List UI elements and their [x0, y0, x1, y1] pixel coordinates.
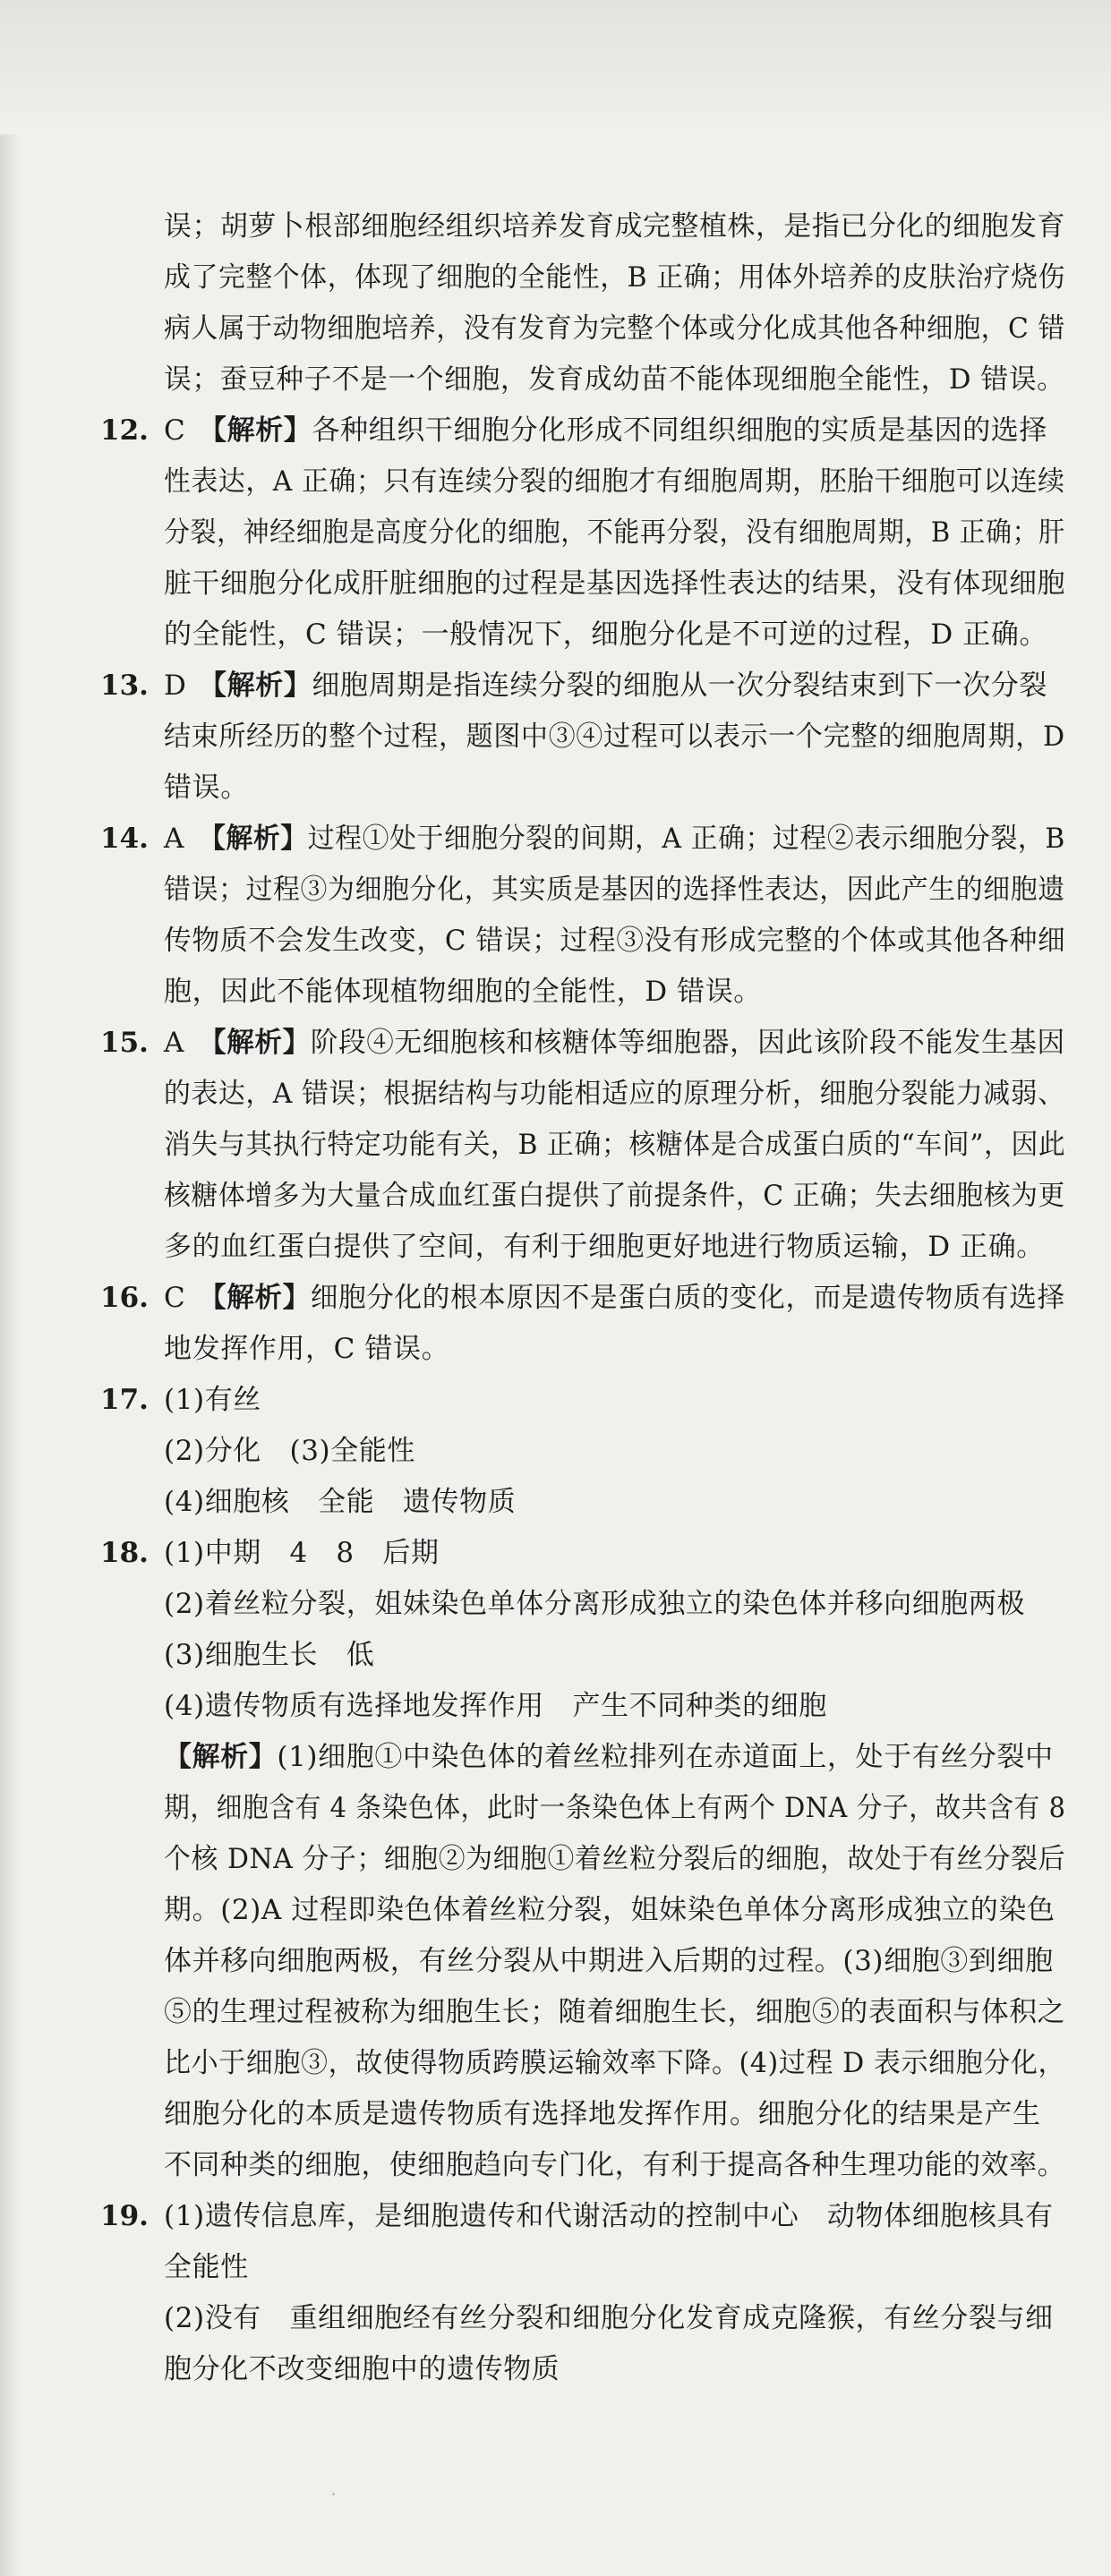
text-line: 核糖体增多为大量合成血红蛋白提供了前提条件，C 正确；失去细胞核为更 [164, 1180, 1065, 1212]
question-number: 17. [100, 1384, 149, 1416]
question-number: 12. [100, 414, 149, 447]
text-line: 比小于细胞③，故使得物质跨膜运输效率下降。(4)过程 D 表示细胞分化， [164, 2047, 1066, 2079]
answer-letter: D [164, 670, 186, 702]
text-line: (4)遗传物质有选择地发挥作用 产生不同种类的细胞 [164, 1690, 827, 1722]
analysis-tag: 【解析】 [164, 1741, 278, 1773]
answer-letter: C [164, 414, 185, 447]
text-line: (1)中期 4 8 后期 [164, 1537, 440, 1569]
text-line: 消失与其执行特定功能有关，B 正确；核糖体是合成蛋白质的“车间”，因此 [164, 1129, 1066, 1161]
text-line: 胞分化不改变细胞中的遗传物质 [164, 2353, 560, 2385]
text-line: 脏干细胞分化成肝脏细胞的过程是基因选择性表达的结果，没有体现细胞 [164, 567, 1066, 600]
answer-letter: A [164, 823, 184, 855]
question-number: 16. [100, 1282, 149, 1314]
text-line: (2)着丝粒分裂，姐妹染色单体分离形成独立的染色体并移向细胞两极 [164, 1588, 1026, 1620]
text-line: 的全能性，C 错误；一般情况下，细胞分化是不可逆的过程，D 正确。 [164, 618, 1048, 651]
text-line: 【解析】(1)细胞①中染色体的着丝粒排列在赤道面上，处于有丝分裂中 [164, 1741, 1054, 1773]
page-left-edge-shadow [0, 0, 20, 2576]
text-line: (2)没有 重组细胞经有丝分裂和细胞分化发育成克隆猴，有丝分裂与细 [164, 2302, 1054, 2334]
text-line: 【解析】细胞周期是指连续分裂的细胞从一次分裂结束到下一次分裂 [199, 670, 1048, 702]
analysis-tag: 【解析】 [199, 1027, 311, 1059]
text-line: 【解析】各种组织干细胞分化形成不同组织细胞的实质是基因的选择 [199, 414, 1048, 447]
question-number: 18. [100, 1537, 149, 1569]
page-top-shadow [0, 0, 1111, 134]
text-line: (1)有丝 [164, 1384, 261, 1416]
text-line: 期，细胞含有 4 条染色体，此时一条染色体上有两个 DNA 分子，故共含有 8 [164, 1792, 1066, 1824]
text-line: 误；胡萝卜根部细胞经组织培养发育成完整植株，是指已分化的细胞发育 [164, 210, 1066, 243]
text-line: 错误。 [164, 772, 249, 804]
text-line: (1)遗传信息库，是细胞遗传和代谢活动的控制中心 动物体细胞核具有 [164, 2200, 1054, 2232]
analysis-tag: 【解析】 [199, 1282, 311, 1314]
text-line: 不同种类的细胞，使细胞趋向专门化，有利于提高各种生理功能的效率。 [164, 2149, 1066, 2181]
question-number: 19. [100, 2200, 149, 2232]
text-line: 个核 DNA 分子；细胞②为细胞①着丝粒分裂后的细胞，故处于有丝分裂后 [164, 1843, 1066, 1875]
text-line: 结束所经历的整个过程，题图中③④过程可以表示一个完整的细胞周期，D [164, 721, 1065, 753]
text-line: 性表达，A 正确；只有连续分裂的细胞才有细胞周期，胚胎干细胞可以连续 [164, 465, 1065, 498]
text-line: 错误；过程③为细胞分化，其实质是基因的选择性表达，因此产生的细胞遗 [164, 874, 1065, 906]
text-line: 误；蚕豆种子不是一个细胞，发育成幼苗不能体现细胞全能性，D 错误。 [164, 363, 1065, 396]
question-number: 14. [100, 823, 149, 855]
text-line: (2)分化 (3)全能性 [164, 1435, 416, 1467]
text-line: (4)细胞核 全能 遗传物质 [164, 1486, 517, 1518]
text-line: 多的血红蛋白提供了空间，有利于细胞更好地进行物质运输，D 正确。 [164, 1231, 1045, 1263]
question-number: 13. [100, 670, 149, 702]
question-number: 15. [100, 1027, 149, 1059]
text-line: 地发挥作用，C 错误。 [164, 1333, 450, 1365]
answer-letter: A [164, 1027, 184, 1059]
text-line: 成了完整个体，体现了细胞的全能性，B 正确；用体外培养的皮肤治疗烧伤 [164, 261, 1065, 294]
text-line: 体并移向细胞两极，有丝分裂从中期进入后期的过程。(3)细胞③到细胞 [164, 1945, 1054, 1977]
text-line: (3)细胞生长 低 [164, 1639, 375, 1671]
analysis-tag: 【解析】 [199, 670, 312, 702]
text-line: ⑤的生理过程被称为细胞生长；随着细胞生长，细胞⑤的表面积与体积之 [164, 1996, 1066, 2028]
text-line: 病人属于动物细胞培养，没有发育为完整个体或分化成其他各种细胞，C 错 [164, 312, 1065, 345]
text-line: 【解析】阶段④无细胞核和核糖体等细胞器，因此该阶段不能发生基因 [199, 1027, 1065, 1059]
text-line: 传物质不会发生改变，C 错误；过程③没有形成完整的个体或其他各种细 [164, 925, 1066, 957]
text-line: 【解析】过程①处于细胞分裂的间期，A 正确；过程②表示细胞分裂，B [199, 823, 1065, 855]
answer-letter: C [164, 1282, 185, 1314]
speck [332, 2493, 335, 2495]
text-line: 分裂，神经细胞是高度分化的细胞，不能再分裂，没有细胞周期，B 正确；肝 [164, 516, 1065, 549]
text-line: 细胞分化的本质是遗传物质有选择地发挥作用。细胞分化的结果是产生 [164, 2098, 1041, 2130]
text-line: 全能性 [164, 2251, 249, 2283]
analysis-tag: 【解析】 [199, 414, 312, 447]
text-line: 的表达，A 错误；根据结构与功能相适应的原理分析，细胞分裂能力减弱、 [164, 1078, 1065, 1110]
text-line: 胞，因此不能体现植物细胞的全能性，D 错误。 [164, 976, 762, 1008]
text-line: 【解析】细胞分化的根本原因不是蛋白质的变化，而是遗传物质有选择 [199, 1282, 1065, 1314]
text-line: 期。(2)A 过程即染色体着丝粒分裂，姐妹染色单体分离形成独立的染色 [164, 1894, 1055, 1926]
analysis-tag: 【解析】 [199, 823, 308, 855]
